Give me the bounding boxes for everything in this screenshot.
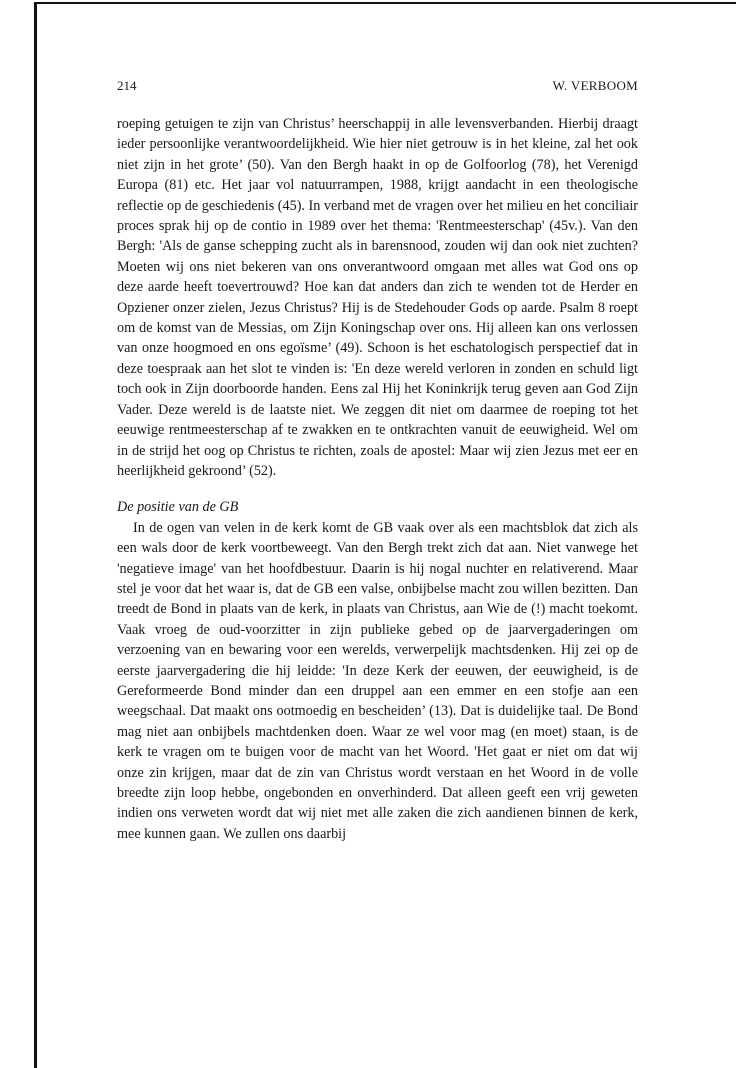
page-number: 214 <box>117 78 137 93</box>
page-top-border <box>34 2 736 4</box>
page-left-border <box>34 2 37 1068</box>
running-head-author: W. VERBOOM <box>552 78 638 93</box>
running-header <box>117 78 638 96</box>
paragraph-1: roeping getuigen te zijn van Christus’ heerschappij in alle levensverbanden. Hierbij draagt ieder persoonlijke verantwoordelijkheid. Wie hier niet getrouw is in het kleine, zal het ook niet zijn in het grote’ (50). Van den Bergh haakt in op de Golfoorlog (78), het Verenigd Europa (81) etc. Het jaar vol natuurrampen, 1988, krijgt aandacht in een theologische reflectie op de geschiedenis (45). In verband met de vragen over het milieu en het conciliair proces sprak hij op de contio in 1989 over het thema: 'Rentmeesterschap' (45v.). Van den Bergh: 'Als de ganse schepping zucht als in barensnood, zouden wij dan ook niet zuchten? Moeten wij ons niet bekeren van ons onverantwoord omgaan met alles wat God ons op deze aarde heeft toevertrouwd? Hoe kan dat anders dan zich te wenden tot de Herder en Opziener onzer zielen, Jezus Christus? Hij is de Stedehouder Gods op aarde. Psalm 8 roept om de komst van de Messias, om Zijn Koningschap over ons. Hij alleen kan ons verlossen van onze hoogmoed en ons egoïsme’ (49). Schoon is het eschatologisch perspectief dat in deze toespraak aan het slot te vinden is: 'En deze wereld verloren in zonden en schuld ligt toch ook in Zijn doorboorde handen. Eens zal Hij het Koninkrijk terug geven aan God Zijn Vader. Deze wereld is de laatste niet. We zeggen dit niet om daarmee de roeping tot het eeuwige rentmeesterschap af te zwakken en te ontkrachten vanuit de eeuwigheid. Wel om in de strijd het oog op Christus te richten, zoals de apostel: Maar wij zien Jezus met eer en heerlijkheid gekroond’ (52). <box>117 116 638 479</box>
paragraph-2: In de ogen van velen in de kerk komt de GB vaak over als een machtsblok dat zich als een wals door de kerk voortbeweegt. Van den Bergh trekt zich dat aan. Niet vanwege het 'negatieve image' van het hoofdbestuur. Daarin is hij nogal nuchter en relativerend. Maar stel je voor dat het waar is, dat de GB een valse, onbijbelse macht zou willen bezitten. Dan treedt de Bond in plaats van de kerk, in plaats van Christus, aan Wie de (!) macht toekomt. Vaak vroeg de oud-voorzitter in zijn publieke gebed op de jaarvergaderingen om verzoening van en bewaring voor een werelds, verwerpelijk machtsdenken. Hij zei op de eerste jaarvergadering die hij leidde: 'In deze Kerk der eeuwen, der eeuwigheid, is de Gereformeerde Bond minder dan een druppel aan een emmer en een stofje aan een weegschaal. Dat maakt ons ootmoedig en bescheiden’ (13). Dat is duidelijke taal. De Bond mag niet aan onbijbels machtdenken doen. Waar ze wel voor mag (en moet) staan, is de kerk te vragen om te buigen voor de macht van het Woord. 'Het gaat er niet om dat wij onze zin krijgen, maar dat de zin van Christus wordt verstaan en het Woord in de volle breedte zijn loop hebbe, ongebonden en onverhinderd. Dat alleen geeft een vrij geweten indien ons verweten wordt dat wij niet met alle zaken die zich aandienen binnen de kerk, mee kunnen gaan. We zullen ons daarbij <box>117 519 638 842</box>
section-title: De positie van de GB <box>117 499 239 516</box>
page-body <box>117 114 638 844</box>
